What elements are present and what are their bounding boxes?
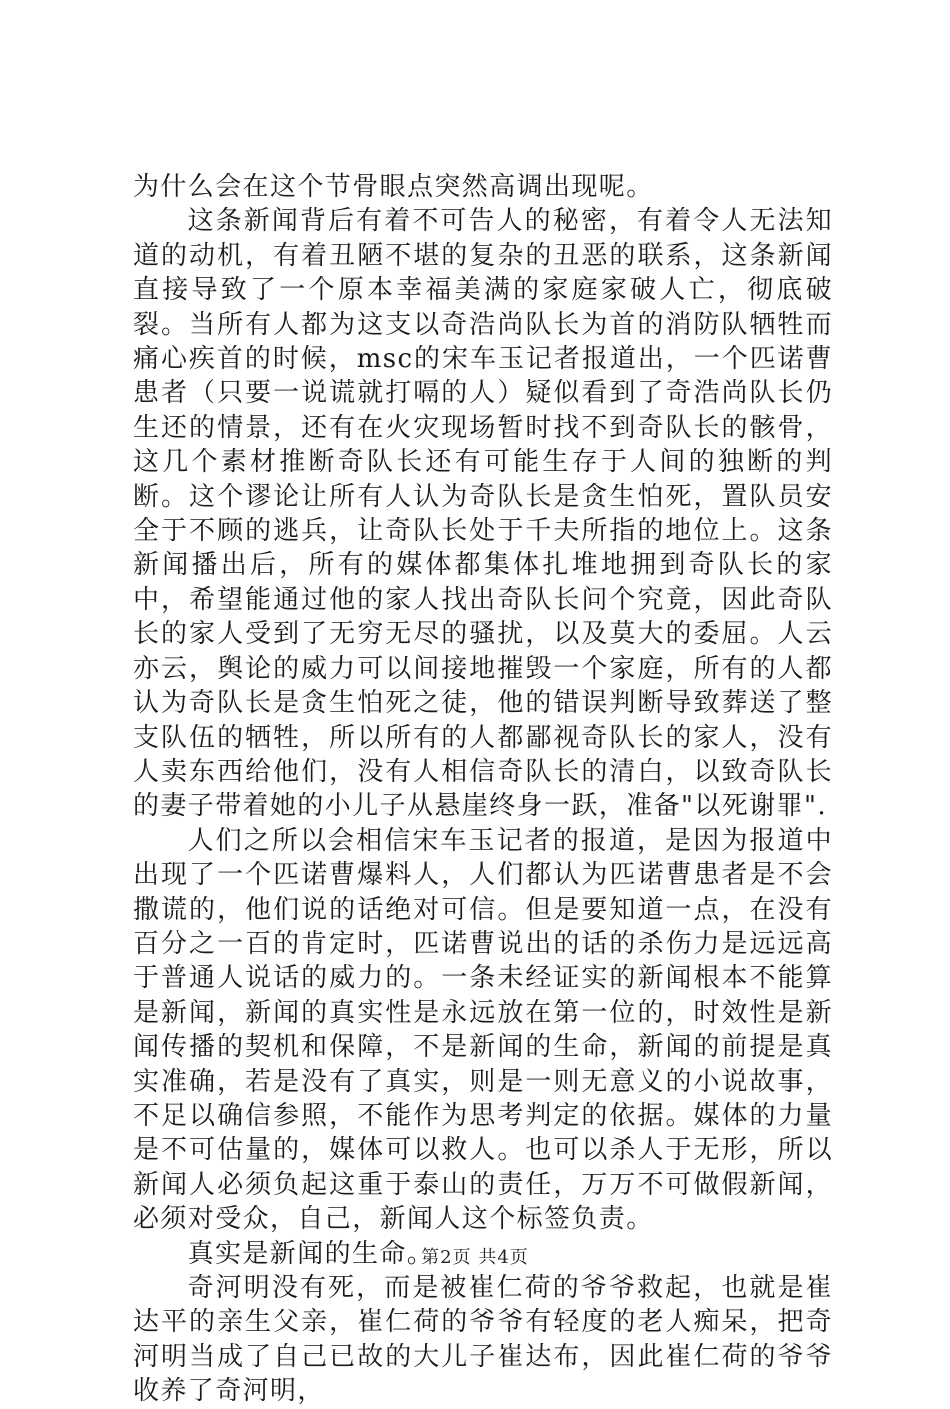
paragraph: 人们之所以会相信宋车玉记者的报道，是因为报道中出现了一个匹诺曹爆料人，人们都认为匹诺曹患者是不会撒谎的，他们说的话绝对可信。但是要知道一点，在没有百分之一百的肯定时，匹诺曹说出的话的杀伤力是远远高于普通人说话的威力的。一条未经证实的新闻根本不能算是新闻，新闻的真实性是永远放在第一位的，时效性是新闻传播的契机和保障，不是新闻的生命，新闻的前提是真实准确，若是没有了真实，则是一则无意义的小说故事，不足以确信参照，不能作为思考判定的依据。媒体的力量是不可估量的，媒体可以救人。也可以杀人于无形，所以新闻人必须负起这重于泰山的责任，万万不可做假新闻，必须对受众，自己，新闻人这个标签负责。 (133, 825, 833, 1235)
paragraph: 为什么会在这个节骨眼点突然高调出现呢。 (133, 172, 654, 202)
paragraph: 这条新闻背后有着不可告人的秘密，有着令人无法知道的动机，有着丑陋不堪的复杂的丑恶的联系，这条新闻直接导致了一个原本幸福美满的家庭家破人亡，彻底破裂。当所有人都为这支以奇浩尚队长为首的消防队牺牲而痛心疾首的时候，msc的宋车玉记者报道出，一个匹诺曹患者（只要一说谎就打嗝的人）疑似看到了奇浩尚队长仍生还的情景，还有在火灾现场暂时找不到奇队长的骸骨，这几个素材推断奇队长还有可能生存于人间的独断的判断。这个谬论让所有人认为奇队长是贪生怕死，置队员安全于不顾的逃兵，让奇队长处于千夫所指的地位上。这条新闻播出后，所有的媒体都集体扎堆地拥到奇队长的家中，希望能通过他的家人找出奇队长问个究竟，因此奇队长的家人受到了无穷无尽的骚扰，以及莫大的委屈。人云亦云，舆论的威力可以间接地摧毁一个家庭，所有的人都认为奇队长是贪生怕死之徒，他的错误判断导致葬送了整支队伍的牺牲，所以所有的人都鄙视奇队长的家人，没有人卖东西给他们，没有人相信奇队长的清白，以致奇队长的妻子带着她的小儿子从悬崖终身一跃，准备"以死谢罪". (133, 206, 833, 822)
page-number-footer: 第2页 共4页 (421, 1247, 529, 1268)
paragraph: 真实是新闻的生命。 (187, 1238, 435, 1269)
paragraph: 奇河明没有死，而是被崔仁荷的爷爷救起，也就是崔达平的亲生父亲，崔仁荷的爷爷有轻度的老人痴呆，把奇河明当成了自己已故的大儿子崔达布，因此崔仁荷的爷爷收养了奇河明， (133, 1273, 833, 1407)
document-body (133, 170, 833, 1409)
